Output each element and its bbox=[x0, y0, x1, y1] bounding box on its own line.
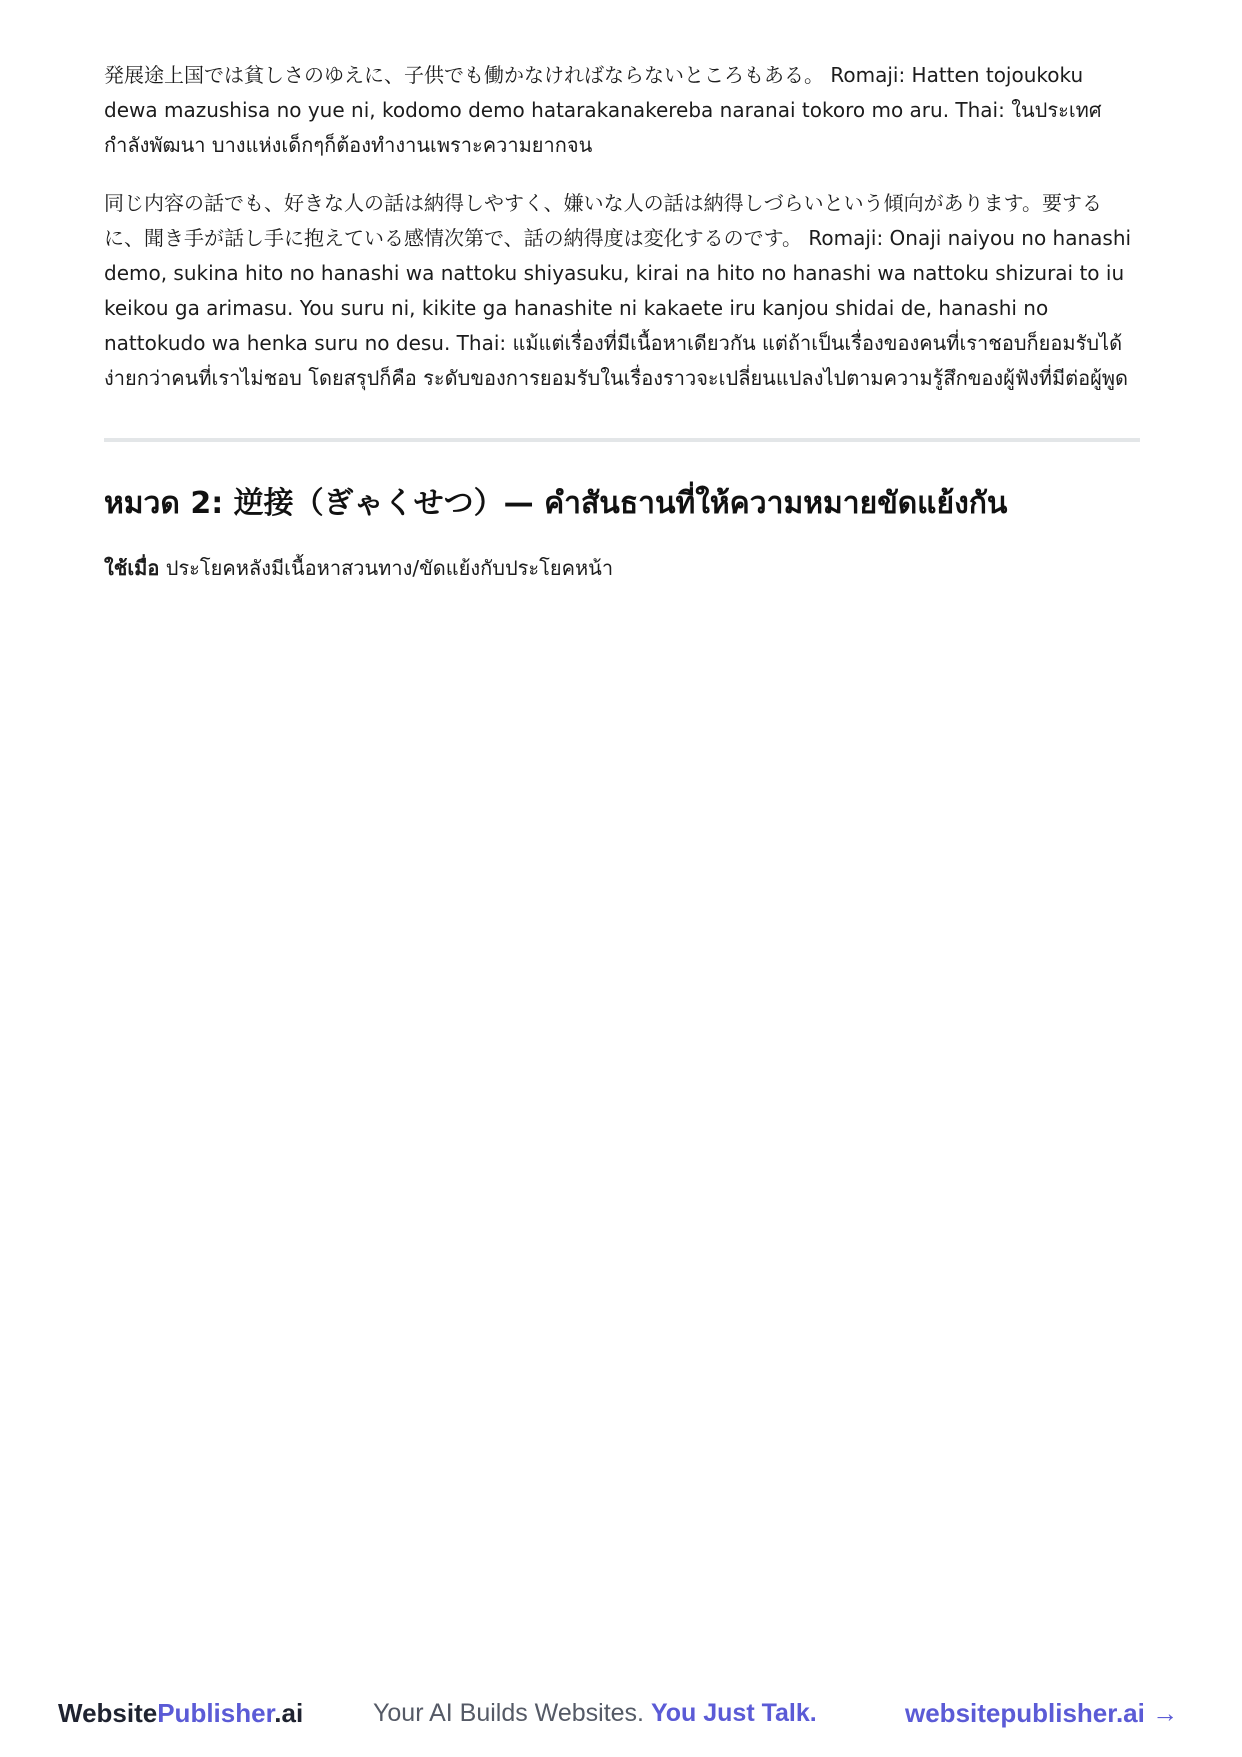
section-divider bbox=[104, 438, 1140, 442]
brand-logo[interactable] bbox=[58, 1698, 303, 1729]
usage-note bbox=[104, 552, 1140, 584]
section-heading: หมวด 2: 逆接（ぎゃくせつ）— คำสันธานที่ให้ความหมายขัดแย้งกัน bbox=[104, 486, 1008, 521]
usage-text: ประโยคหลังมีเนื้อหาสวนทาง/ขัดแย้งกับประโยคหน้า bbox=[159, 556, 614, 580]
tagline-highlight: You Just Talk. bbox=[650, 1699, 817, 1727]
footer-tagline bbox=[373, 1699, 817, 1728]
brand-part-website: Website bbox=[58, 1698, 158, 1728]
document-body bbox=[104, 58, 1140, 584]
tagline-plain: Your AI Builds Websites. bbox=[373, 1699, 651, 1727]
footer-bar bbox=[0, 1690, 1242, 1740]
example-paragraph-1: 発展途上国では貧しさのゆえに、子供でも働かなければならないところもある。 Romaji: Hatten tojoukoku dewa mazushisa no yue ni, kodomo demo hatarakanakereba naranai tokoro mo aru. Thai: ในประเทศกำลังพัฒนา บางแห่งเด็กๆก็ต้องทำงานเพราะความยากจน bbox=[104, 63, 1102, 157]
brand-part-ai: .ai bbox=[274, 1698, 304, 1728]
usage-label: ใช้เมื่อ bbox=[104, 556, 160, 580]
example-paragraph-2: 同じ内容の話でも、好きな人の話は納得しやすく、嫌いな人の話は納得しづらいという傾向があります。要するに、聞き手が話し手に抱えている感情次第で、話の納得度は変化するのです。 Romaji: Onaji naiyou no hanashi demo, sukina hito no hanashi wa nattoku shiyasuku, kirai na hito no hanashi wa nattoku shizurai to iu keikou ga arimasu. You suru ni, kikite ga hanashite ni kakaete iru kanjou shidai de, hanashi no nattokudo wa henka suru no desu. Thai: แม้แต่เรื่องที่มีเนื้อหาเดียวกัน แต่ถ้าเป็นเรื่องของคนที่เราชอบก็ยอมรับได้ง่ายกว่าคนที่เราไม่ชอบ โดยสรุปก็คือ ระดับของการยอมรับในเรื่องราวจะเปลี่ยนแปลงไปตามความรู้สึกของผู้ฟังที่มีต่อผู้พูด bbox=[104, 191, 1132, 390]
website-link[interactable]: websitepublisher.ai → bbox=[905, 1698, 1179, 1728]
brand-part-publisher: Publisher bbox=[157, 1698, 275, 1728]
